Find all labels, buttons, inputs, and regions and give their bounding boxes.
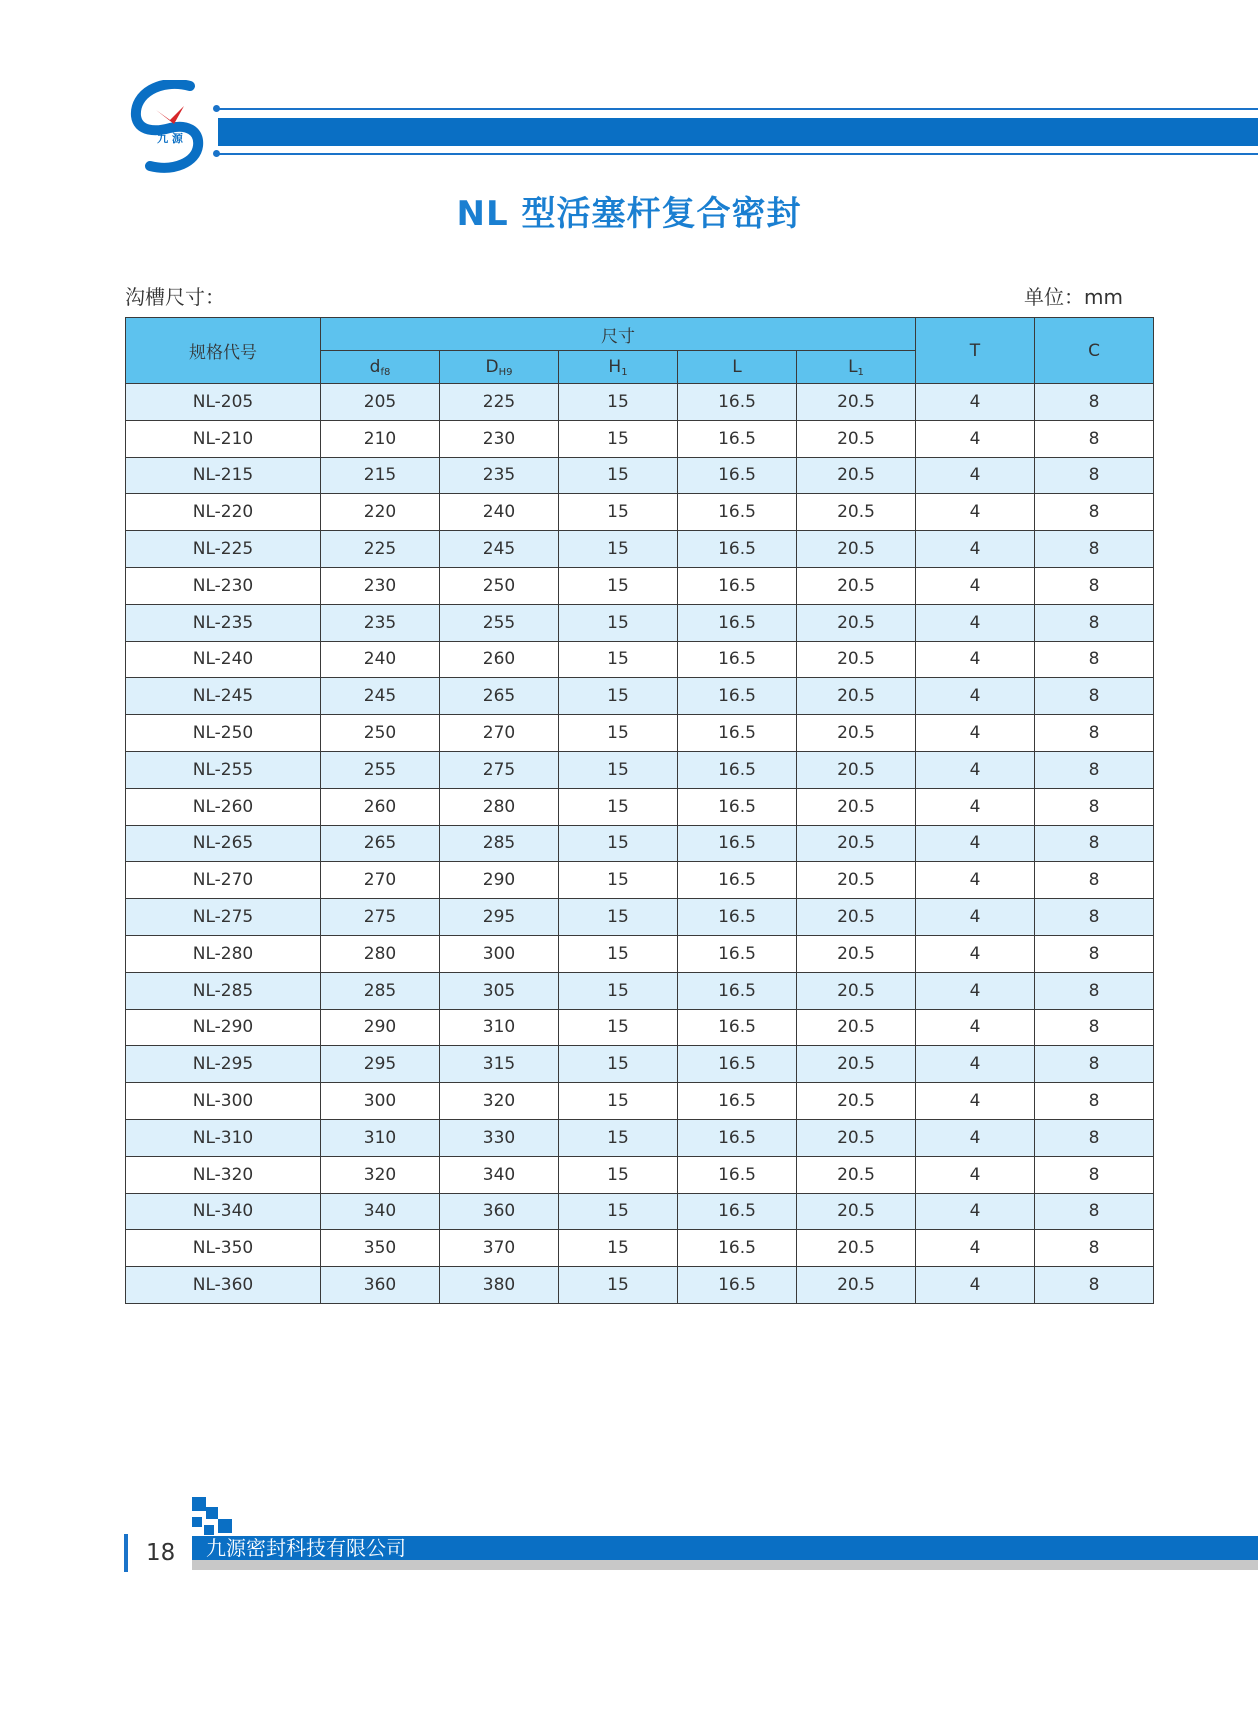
- table-cell: 15: [559, 935, 678, 972]
- table-cell: 20.5: [797, 494, 916, 531]
- table-cell: 4: [916, 1230, 1035, 1267]
- table-cell: NL-360: [126, 1267, 321, 1304]
- table-cell: 20.5: [797, 1267, 916, 1304]
- page-title: NL 型活塞杆复合密封: [456, 194, 802, 234]
- table-cell: 8: [1035, 494, 1154, 531]
- table-cell: 8: [1035, 1156, 1154, 1193]
- table-cell: 16.5: [678, 1267, 797, 1304]
- header-T: T: [916, 318, 1035, 384]
- table-cell: 16.5: [678, 494, 797, 531]
- table-cell: 4: [916, 567, 1035, 604]
- table-cell: 16.5: [678, 972, 797, 1009]
- table-cell: 300: [440, 935, 559, 972]
- table-cell: 230: [321, 567, 440, 604]
- table-cell: NL-270: [126, 862, 321, 899]
- table-cell: 8: [1035, 899, 1154, 936]
- table-row: [126, 1230, 1154, 1267]
- table-cell: 16.5: [678, 604, 797, 641]
- table-cell: 8: [1035, 1193, 1154, 1230]
- table-cell: 4: [916, 899, 1035, 936]
- table-cell: 16.5: [678, 1046, 797, 1083]
- table-cell: 15: [559, 531, 678, 568]
- table-cell: 305: [440, 972, 559, 1009]
- table-cell: NL-265: [126, 825, 321, 862]
- table-cell: 4: [916, 1156, 1035, 1193]
- table-cell: 8: [1035, 641, 1154, 678]
- table-cell: 16.5: [678, 678, 797, 715]
- table-cell: 370: [440, 1230, 559, 1267]
- table-row: [126, 1267, 1154, 1304]
- table-cell: 350: [321, 1230, 440, 1267]
- table-cell: 20.5: [797, 1230, 916, 1267]
- header-D: $D_{H9}$: [440, 351, 559, 384]
- unit-label: 单位：mm: [1024, 285, 1123, 309]
- table-cell: 290: [321, 1009, 440, 1046]
- table-cell: NL-215: [126, 457, 321, 494]
- table-row: [126, 1046, 1154, 1083]
- table-cell: 260: [321, 788, 440, 825]
- groove-dimensions-table: [125, 317, 1154, 1304]
- table-cell: 16.5: [678, 1083, 797, 1120]
- table-cell: 8: [1035, 420, 1154, 457]
- table-row: [126, 715, 1154, 752]
- table-cell: 4: [916, 531, 1035, 568]
- table-cell: 4: [916, 972, 1035, 1009]
- table-cell: 20.5: [797, 899, 916, 936]
- table-cell: 235: [440, 457, 559, 494]
- table-cell: NL-245: [126, 678, 321, 715]
- table-row: [126, 1009, 1154, 1046]
- header-d: $d_{f8}$: [321, 351, 440, 384]
- table-cell: 295: [440, 899, 559, 936]
- table-cell: NL-210: [126, 420, 321, 457]
- table-cell: 16.5: [678, 457, 797, 494]
- table-cell: NL-295: [126, 1046, 321, 1083]
- table-cell: 8: [1035, 457, 1154, 494]
- table-cell: 220: [321, 494, 440, 531]
- table-cell: 20.5: [797, 715, 916, 752]
- table-cell: NL-275: [126, 899, 321, 936]
- table-cell: 8: [1035, 1046, 1154, 1083]
- table-cell: 4: [916, 1267, 1035, 1304]
- table-cell: NL-310: [126, 1119, 321, 1156]
- table-cell: 20.5: [797, 678, 916, 715]
- table-cell: 15: [559, 715, 678, 752]
- table-cell: 360: [321, 1267, 440, 1304]
- table-cell: 225: [440, 384, 559, 421]
- table-cell: 15: [559, 678, 678, 715]
- header-H1: $H_1$: [559, 351, 678, 384]
- table-cell: 8: [1035, 972, 1154, 1009]
- table-cell: 8: [1035, 604, 1154, 641]
- table-cell: 4: [916, 384, 1035, 421]
- table-cell: 15: [559, 1119, 678, 1156]
- table-cell: 16.5: [678, 1156, 797, 1193]
- table-cell: 15: [559, 1046, 678, 1083]
- table-cell: 15: [559, 899, 678, 936]
- table-cell: 4: [916, 604, 1035, 641]
- header-rule-bottom: [218, 153, 1258, 155]
- table-cell: 16.5: [678, 788, 797, 825]
- header-bar: [218, 118, 1258, 146]
- table-cell: 4: [916, 935, 1035, 972]
- table-cell: 16.5: [678, 935, 797, 972]
- table-cell: 15: [559, 788, 678, 825]
- table-cell: 16.5: [678, 825, 797, 862]
- table-cell: 20.5: [797, 751, 916, 788]
- header-L1: $L_1$: [797, 351, 916, 384]
- table-cell: 8: [1035, 567, 1154, 604]
- table-cell: NL-240: [126, 641, 321, 678]
- table-cell: 8: [1035, 1119, 1154, 1156]
- table-cell: 15: [559, 862, 678, 899]
- table-cell: 20.5: [797, 420, 916, 457]
- table-cell: 340: [440, 1156, 559, 1193]
- table-cell: 20.5: [797, 825, 916, 862]
- table-row: [126, 972, 1154, 1009]
- table-cell: 360: [440, 1193, 559, 1230]
- table-cell: NL-290: [126, 1009, 321, 1046]
- table-row: [126, 788, 1154, 825]
- page-number-marker: [124, 1534, 128, 1572]
- table-cell: 15: [559, 1193, 678, 1230]
- table-cell: 16.5: [678, 862, 797, 899]
- table-cell: 280: [440, 788, 559, 825]
- table-cell: NL-230: [126, 567, 321, 604]
- table-cell: 16.5: [678, 384, 797, 421]
- table-row: [126, 935, 1154, 972]
- table-cell: 8: [1035, 935, 1154, 972]
- table-row: [126, 604, 1154, 641]
- table-row: [126, 899, 1154, 936]
- table-cell: 20.5: [797, 384, 916, 421]
- table-cell: 15: [559, 420, 678, 457]
- header-dot-top: [213, 105, 220, 112]
- table-cell: 245: [321, 678, 440, 715]
- table-cell: 240: [440, 494, 559, 531]
- header-dot-bottom: [213, 150, 220, 157]
- table-row: [126, 1119, 1154, 1156]
- table-cell: 20.5: [797, 531, 916, 568]
- table-cell: 16.5: [678, 1009, 797, 1046]
- table-cell: 4: [916, 420, 1035, 457]
- footer-block-icon: [192, 1497, 242, 1537]
- table-cell: 340: [321, 1193, 440, 1230]
- table-cell: 20.5: [797, 972, 916, 1009]
- table-cell: 255: [440, 604, 559, 641]
- table-cell: 15: [559, 604, 678, 641]
- table-cell: 215: [321, 457, 440, 494]
- table-cell: 15: [559, 1009, 678, 1046]
- table-cell: 8: [1035, 825, 1154, 862]
- table-cell: 16.5: [678, 1230, 797, 1267]
- table-cell: 20.5: [797, 935, 916, 972]
- table-cell: 240: [321, 641, 440, 678]
- logo-text: 九 源: [157, 132, 183, 145]
- table-cell: 4: [916, 825, 1035, 862]
- table-cell: 15: [559, 751, 678, 788]
- table-row: [126, 494, 1154, 531]
- table-cell: 225: [321, 531, 440, 568]
- table-cell: 380: [440, 1267, 559, 1304]
- table-row: [126, 641, 1154, 678]
- table-cell: 320: [440, 1083, 559, 1120]
- table-cell: 270: [321, 862, 440, 899]
- table-cell: 285: [440, 825, 559, 862]
- table-cell: 230: [440, 420, 559, 457]
- table-row: [126, 1083, 1154, 1120]
- table-cell: 275: [321, 899, 440, 936]
- table-cell: 20.5: [797, 1156, 916, 1193]
- table-row: [126, 420, 1154, 457]
- table-cell: 260: [440, 641, 559, 678]
- table-cell: 265: [321, 825, 440, 862]
- table-cell: 15: [559, 494, 678, 531]
- table-cell: 8: [1035, 1009, 1154, 1046]
- table-cell: 250: [321, 715, 440, 752]
- table-cell: 8: [1035, 1083, 1154, 1120]
- table-row: [126, 1193, 1154, 1230]
- table-cell: 4: [916, 1119, 1035, 1156]
- table-cell: NL-340: [126, 1193, 321, 1230]
- table-cell: 16.5: [678, 1193, 797, 1230]
- table-cell: 15: [559, 1230, 678, 1267]
- table-cell: 8: [1035, 788, 1154, 825]
- table-cell: 210: [321, 420, 440, 457]
- table-cell: 16.5: [678, 420, 797, 457]
- header-dimension: 尺寸: [321, 318, 916, 351]
- table-cell: 8: [1035, 751, 1154, 788]
- table-cell: 20.5: [797, 1009, 916, 1046]
- table-cell: 8: [1035, 862, 1154, 899]
- table-cell: 16.5: [678, 1119, 797, 1156]
- table-cell: 8: [1035, 678, 1154, 715]
- table-row: [126, 531, 1154, 568]
- table-cell: 8: [1035, 384, 1154, 421]
- table-row: [126, 862, 1154, 899]
- footer-gray-band: [192, 1560, 1258, 1570]
- table-row: [126, 1156, 1154, 1193]
- table-cell: 205: [321, 384, 440, 421]
- table-cell: 320: [321, 1156, 440, 1193]
- table-cell: 15: [559, 457, 678, 494]
- table-cell: 16.5: [678, 751, 797, 788]
- table-cell: NL-320: [126, 1156, 321, 1193]
- table-cell: 285: [321, 972, 440, 1009]
- table-cell: 15: [559, 567, 678, 604]
- table-cell: 300: [321, 1083, 440, 1120]
- table-cell: 330: [440, 1119, 559, 1156]
- table-cell: NL-235: [126, 604, 321, 641]
- table-cell: 275: [440, 751, 559, 788]
- table-cell: NL-260: [126, 788, 321, 825]
- table-cell: NL-285: [126, 972, 321, 1009]
- table-cell: 8: [1035, 531, 1154, 568]
- header-code: 规格代号: [126, 318, 321, 384]
- table-cell: NL-250: [126, 715, 321, 752]
- header-rule-top: [218, 108, 1258, 110]
- table-cell: 20.5: [797, 1119, 916, 1156]
- table-cell: 15: [559, 825, 678, 862]
- table-row: [126, 457, 1154, 494]
- table-cell: 4: [916, 1083, 1035, 1120]
- table-body: [126, 384, 1154, 1304]
- table-cell: 270: [440, 715, 559, 752]
- table-cell: 16.5: [678, 641, 797, 678]
- table-cell: 15: [559, 1267, 678, 1304]
- table-cell: 4: [916, 788, 1035, 825]
- table-cell: 20.5: [797, 567, 916, 604]
- table-cell: 20.5: [797, 1046, 916, 1083]
- table-cell: 265: [440, 678, 559, 715]
- table-cell: NL-255: [126, 751, 321, 788]
- table-cell: 245: [440, 531, 559, 568]
- table-cell: 20.5: [797, 1083, 916, 1120]
- table-cell: NL-205: [126, 384, 321, 421]
- page-number: 18: [146, 1540, 176, 1566]
- table-cell: 16.5: [678, 715, 797, 752]
- table-cell: 4: [916, 715, 1035, 752]
- table-cell: 15: [559, 1156, 678, 1193]
- table-cell: 235: [321, 604, 440, 641]
- header-L: L: [678, 351, 797, 384]
- table-cell: 295: [321, 1046, 440, 1083]
- table-row: [126, 751, 1154, 788]
- table-cell: 20.5: [797, 788, 916, 825]
- table-cell: 20.5: [797, 1193, 916, 1230]
- table-cell: 310: [440, 1009, 559, 1046]
- table-row: [126, 678, 1154, 715]
- table-cell: NL-300: [126, 1083, 321, 1120]
- table-cell: 8: [1035, 1267, 1154, 1304]
- table-cell: 310: [321, 1119, 440, 1156]
- table-cell: 20.5: [797, 862, 916, 899]
- table-cell: 8: [1035, 1230, 1154, 1267]
- table-cell: 315: [440, 1046, 559, 1083]
- table-cell: 4: [916, 678, 1035, 715]
- table-cell: 280: [321, 935, 440, 972]
- table-cell: NL-225: [126, 531, 321, 568]
- table-cell: 15: [559, 972, 678, 1009]
- table-cell: 20.5: [797, 641, 916, 678]
- header-C: C: [1035, 318, 1154, 384]
- table-cell: 4: [916, 862, 1035, 899]
- table-cell: 4: [916, 641, 1035, 678]
- table-cell: 16.5: [678, 899, 797, 936]
- table-cell: 20.5: [797, 457, 916, 494]
- table-cell: 15: [559, 1083, 678, 1120]
- table-cell: 4: [916, 751, 1035, 788]
- table-cell: 290: [440, 862, 559, 899]
- table-cell: NL-220: [126, 494, 321, 531]
- table-row: [126, 384, 1154, 421]
- table-cell: 4: [916, 1046, 1035, 1083]
- table-cell: NL-350: [126, 1230, 321, 1267]
- table-cell: 15: [559, 384, 678, 421]
- table-row: [126, 825, 1154, 862]
- table-cell: 15: [559, 641, 678, 678]
- table-cell: 20.5: [797, 604, 916, 641]
- table-cell: 16.5: [678, 567, 797, 604]
- table-cell: 4: [916, 494, 1035, 531]
- table-cell: 4: [916, 457, 1035, 494]
- company-name: 九源密封科技有限公司: [206, 1536, 406, 1560]
- table-cell: 4: [916, 1193, 1035, 1230]
- table-cell: 16.5: [678, 531, 797, 568]
- groove-dimensions-label: 沟槽尺寸：: [125, 285, 225, 309]
- table-cell: 255: [321, 751, 440, 788]
- table-cell: 8: [1035, 715, 1154, 752]
- table-cell: 4: [916, 1009, 1035, 1046]
- company-logo: [130, 80, 210, 174]
- table-cell: 250: [440, 567, 559, 604]
- table-cell: NL-280: [126, 935, 321, 972]
- table-row: [126, 567, 1154, 604]
